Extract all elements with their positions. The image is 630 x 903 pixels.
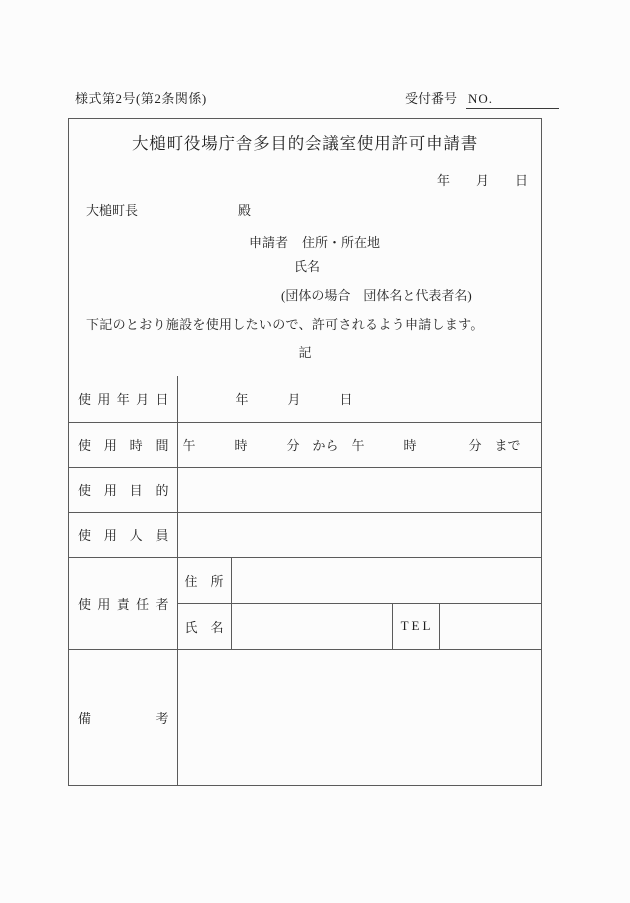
manager-label-cell xyxy=(69,557,177,649)
form-number: 様式第2号(第2条関係) xyxy=(75,91,207,106)
tel-label-cell: TEL xyxy=(392,603,439,649)
date-line: 年 月 日 xyxy=(436,173,528,188)
use-date-row xyxy=(69,376,541,422)
applicant-label: 申請者 xyxy=(249,235,289,250)
ki-marker: 記 xyxy=(298,345,312,360)
manager-name-value-cell xyxy=(231,603,392,649)
applicant-address-label: 住所・所在地 xyxy=(302,235,381,250)
purpose-value-cell xyxy=(177,467,541,512)
application-form xyxy=(68,118,542,786)
purpose-label: 使 用 目 的 xyxy=(78,483,169,498)
manager-address-label: 住 所 xyxy=(184,573,224,589)
headcount-label-cell xyxy=(69,512,177,557)
addressee: 大槌町長 xyxy=(86,203,139,218)
manager-address-row xyxy=(69,557,541,603)
headcount-value-cell xyxy=(177,512,541,557)
manager-name-label: 氏 名 xyxy=(184,619,224,635)
use-date-label-cell xyxy=(69,376,177,422)
applicant-line xyxy=(249,232,380,251)
form-title: 大槌町役場庁舎多目的会議室使用許可申請書 xyxy=(132,134,478,153)
purpose-row xyxy=(69,467,541,512)
reception-number-line: NO. xyxy=(466,91,559,109)
group-note: (団体の場合 団体名と代表者名) xyxy=(281,288,472,303)
use-date-value-cell: 年 月 日 xyxy=(177,376,541,422)
applicant-name-label: 氏名 xyxy=(294,259,321,274)
usage-table xyxy=(69,376,541,785)
remarks-label: 備 考 xyxy=(78,710,169,726)
use-time-value-cell: 午 時 分 から 午 時 分 まで xyxy=(177,422,541,467)
tel-value-cell xyxy=(439,603,541,649)
reception-label: 受付番号 xyxy=(405,91,458,106)
manager-name-label-cell xyxy=(177,603,231,649)
manager-label: 使 用 責 任 者 xyxy=(78,596,169,612)
manager-address-value-cell xyxy=(231,557,541,603)
purpose-label-cell xyxy=(69,467,177,512)
use-time-label: 使 用 時 間 xyxy=(78,438,169,453)
headcount-label: 使 用 人 員 xyxy=(78,528,169,543)
headcount-row xyxy=(69,512,541,557)
remarks-label-cell xyxy=(69,649,177,785)
statement: 下記のとおり施設を使用したいので、許可されるよう申請します。 xyxy=(86,317,484,332)
remarks-value-cell xyxy=(177,649,541,785)
manager-address-label-cell xyxy=(177,557,231,603)
addressee-row xyxy=(86,200,541,219)
use-time-label-cell xyxy=(69,422,177,467)
use-date-label: 使 用 年 月 日 xyxy=(78,392,169,408)
remarks-row xyxy=(69,649,541,785)
use-time-row xyxy=(69,422,541,467)
honorific-label: 殿 xyxy=(238,203,252,218)
reception-number xyxy=(405,88,559,109)
